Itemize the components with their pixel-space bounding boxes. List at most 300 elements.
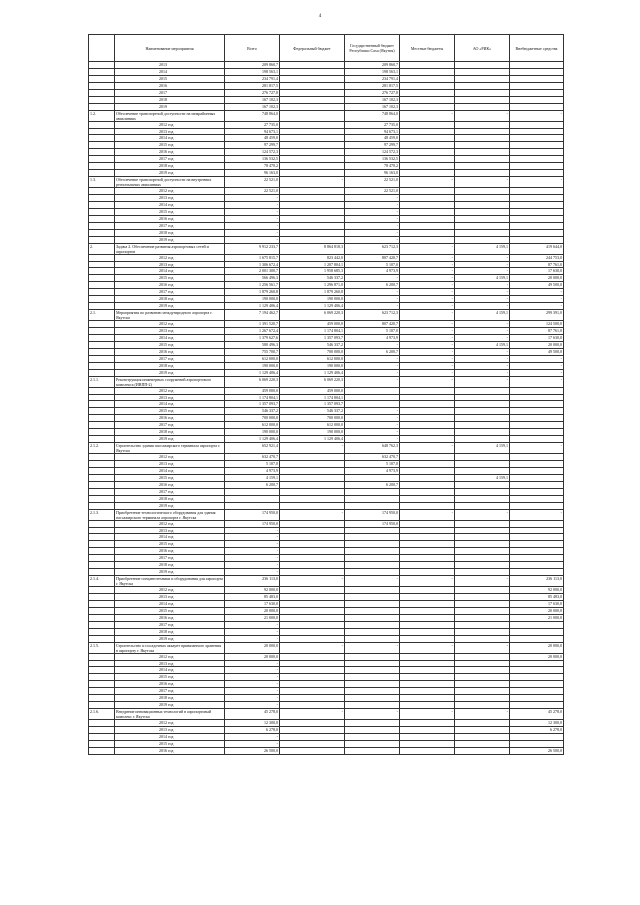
row-extrabudgetary: 124 500,0: [510, 321, 564, 328]
table-row: [89, 621, 564, 628]
row-total: 4 159,1: [225, 474, 280, 481]
table-row: [89, 208, 564, 215]
row-extrabudgetary: [510, 461, 564, 468]
row-number: [89, 534, 115, 541]
row-local: [400, 702, 455, 709]
row-extrabudgetary: [510, 121, 564, 128]
row-number: [89, 688, 115, 695]
row-federal: 1 129 406,4: [280, 303, 345, 310]
row-number: [89, 674, 115, 681]
row-local: [400, 135, 455, 142]
row-state: 281 817,5: [345, 82, 400, 89]
row-number: [89, 621, 115, 628]
row-extrabudgetary: -: [510, 296, 564, 303]
row-rik: -: [455, 642, 510, 653]
row-rik: -: [455, 261, 510, 268]
header-state-budget: Государственный бюджет Республики Саха (Якутия): [345, 35, 400, 62]
row-federal: [280, 621, 345, 628]
row-rik: [455, 628, 510, 635]
row-local: -: [400, 376, 455, 387]
row-local: [400, 695, 455, 702]
row-label: 2017 год: [115, 688, 225, 695]
row-rik: [455, 534, 510, 541]
row-total: -: [225, 681, 280, 688]
row-total: 48 459,0: [225, 135, 280, 142]
table-row: [89, 103, 564, 110]
row-rik: -: [455, 362, 510, 369]
row-local: [400, 201, 455, 208]
row-total: 632 470,7: [225, 454, 280, 461]
row-extrabudgetary: -: [510, 443, 564, 454]
row-total: 94 673,1: [225, 128, 280, 135]
row-total: 167 102,3: [225, 96, 280, 103]
row-extrabudgetary: [510, 436, 564, 443]
row-rik: -: [455, 303, 510, 310]
row-label: 2018 год: [115, 495, 225, 502]
row-local: [400, 740, 455, 747]
row-federal: [280, 121, 345, 128]
row-number: [89, 103, 115, 110]
row-total: 6 069 220,3: [225, 376, 280, 387]
row-rik: [455, 195, 510, 202]
table-row: [89, 229, 564, 236]
table-row: [89, 502, 564, 509]
row-local: [400, 720, 455, 727]
row-label: 2014 год: [115, 401, 225, 408]
row-local: [400, 674, 455, 681]
row-state: [345, 621, 400, 628]
row-local: [400, 461, 455, 468]
row-number: [89, 121, 115, 128]
row-label: 2019 год: [115, 635, 225, 642]
table-row: [89, 62, 564, 69]
row-local: [400, 569, 455, 576]
row-federal: [280, 527, 345, 534]
row-total: 580 496,3: [225, 341, 280, 348]
row-extrabudgetary: [510, 740, 564, 747]
table-row: [89, 576, 564, 587]
row-rik: [455, 600, 510, 607]
row-state: [345, 727, 400, 734]
row-extrabudgetary: [510, 170, 564, 177]
row-number: [89, 163, 115, 170]
row-rik: [455, 594, 510, 601]
table-row: [89, 569, 564, 576]
row-local: -: [400, 369, 455, 376]
row-label: 2013 год: [115, 394, 225, 401]
row-state: [345, 541, 400, 548]
row-extrabudgetary: 17 630,0: [510, 600, 564, 607]
row-rik: [455, 727, 510, 734]
row-state: [345, 527, 400, 534]
row-extrabudgetary: [510, 135, 564, 142]
row-label: 2014 год: [115, 667, 225, 674]
row-extrabudgetary: [510, 195, 564, 202]
row-rik: [455, 121, 510, 128]
row-extrabudgetary: 92 000,0: [510, 587, 564, 594]
row-state: 748 864,0: [345, 110, 400, 121]
row-label: 2015 год: [115, 142, 225, 149]
row-number: [89, 488, 115, 495]
row-extrabudgetary: [510, 474, 564, 481]
row-state: -: [345, 201, 400, 208]
row-state: -: [345, 236, 400, 243]
row-number: [89, 348, 115, 355]
row-total: 190 000,0: [225, 362, 280, 369]
row-state: 5 107,0: [345, 461, 400, 468]
row-extrabudgetary: [510, 163, 564, 170]
row-rik: -: [455, 282, 510, 289]
row-local: [400, 149, 455, 156]
table-row: [89, 369, 564, 376]
row-federal: 546 337,2: [280, 408, 345, 415]
row-total: 1 267 672,4: [225, 328, 280, 335]
row-extrabudgetary: [510, 229, 564, 236]
header-local-budgets: Местные бюджеты: [400, 35, 455, 62]
row-total: 748 864,0: [225, 110, 280, 121]
row-rik: -: [455, 334, 510, 341]
row-federal: 190 000,0: [280, 296, 345, 303]
row-local: [400, 62, 455, 69]
row-number: [89, 548, 115, 555]
table-row: [89, 195, 564, 202]
funding-table: [88, 34, 564, 755]
row-extrabudgetary: -: [510, 177, 564, 188]
row-extrabudgetary: [510, 408, 564, 415]
row-extrabudgetary: [510, 429, 564, 436]
row-total: 17 630,0: [225, 600, 280, 607]
row-number: [89, 502, 115, 509]
row-number: [89, 569, 115, 576]
row-federal: [280, 614, 345, 621]
row-local: -: [400, 355, 455, 362]
row-local: [400, 394, 455, 401]
row-label: 2017: [115, 89, 225, 96]
row-state: 136 532,5: [345, 156, 400, 163]
row-total: 652 921,4: [225, 443, 280, 454]
row-federal: [280, 170, 345, 177]
row-extrabudgetary: [510, 621, 564, 628]
row-state: 97 299,7: [345, 142, 400, 149]
row-state: 94 673,1: [345, 128, 400, 135]
row-label: Приобретение спецавтотехники и оборудования для аэропорта г. Якутска: [116, 576, 223, 587]
row-label: Строительство здания пассажирского терминала аэропорта г. Якутска: [115, 443, 225, 454]
row-number: 2.1.3.: [89, 509, 115, 520]
row-state: -: [345, 376, 400, 387]
row-state: 22 521,0: [345, 177, 400, 188]
table-row: [89, 454, 564, 461]
table-row: [89, 509, 564, 520]
row-rik: [455, 201, 510, 208]
row-state: 4 973,9: [345, 268, 400, 275]
row-label: 2013 год: [115, 195, 225, 202]
row-label: Внедрение инновационных технологий в аэропортовый комплекс г. Якутска: [115, 709, 225, 720]
row-federal: [280, 733, 345, 740]
row-federal: -: [280, 443, 345, 454]
row-federal: 459 000,0: [280, 321, 345, 328]
row-extrabudgetary: [510, 635, 564, 642]
row-total: [225, 488, 280, 495]
row-number: [89, 321, 115, 328]
row-label: 2016 год: [115, 215, 225, 222]
row-rik: [455, 488, 510, 495]
row-rik: [455, 96, 510, 103]
row-label: 2015 год: [115, 740, 225, 747]
row-rik: [455, 548, 510, 555]
row-label: 2016 год: [115, 548, 225, 555]
row-label: 2012 год: [115, 520, 225, 527]
row-label: 2013 год: [115, 594, 225, 601]
row-number: [89, 268, 115, 275]
row-rik: [455, 635, 510, 642]
row-extrabudgetary: [510, 495, 564, 502]
row-number: [89, 75, 115, 82]
row-rik: [455, 401, 510, 408]
row-total: 85 483,0: [225, 594, 280, 601]
row-total: -: [225, 660, 280, 667]
table-row: [89, 387, 564, 394]
row-label: 2012 год: [115, 321, 225, 328]
row-label: 2017 год: [115, 289, 225, 296]
row-total: 26 500,0: [225, 747, 280, 754]
row-state: [345, 555, 400, 562]
table-row: [89, 142, 564, 149]
row-label: 2014 год: [115, 334, 225, 341]
row-rik: [455, 569, 510, 576]
table-row: [89, 310, 564, 321]
row-local: -: [400, 303, 455, 310]
row-federal: 190 000,0: [280, 362, 345, 369]
row-label: 2019 год: [115, 303, 225, 310]
row-federal: [280, 236, 345, 243]
row-federal: [280, 548, 345, 555]
row-total: 2 001 300,7: [225, 268, 280, 275]
table-row: [89, 254, 564, 261]
row-rik: -: [455, 321, 510, 328]
row-local: -: [400, 310, 455, 321]
row-state: [345, 635, 400, 642]
row-state: 27 735,0: [345, 121, 400, 128]
row-number: [89, 555, 115, 562]
row-label: 2016 год: [115, 481, 225, 488]
row-extrabudgetary: -: [510, 303, 564, 310]
row-state: -: [345, 289, 400, 296]
row-total: 92 000,0: [225, 587, 280, 594]
row-total: -: [225, 548, 280, 555]
row-rik: -: [455, 177, 510, 188]
row-local: [400, 222, 455, 229]
row-label: 2014 год: [115, 268, 225, 275]
row-number: [89, 600, 115, 607]
row-federal: [280, 607, 345, 614]
row-extrabudgetary: [510, 236, 564, 243]
table-row: [89, 222, 564, 229]
row-federal: [280, 68, 345, 75]
row-label: 2014 год: [115, 733, 225, 740]
row-label: 2015 год: [115, 674, 225, 681]
header-rik: АО «РИК»: [455, 35, 510, 62]
row-rik: [455, 614, 510, 621]
table-row: [89, 355, 564, 362]
row-federal: [280, 82, 345, 89]
table-row: [89, 268, 564, 275]
row-number: [89, 170, 115, 177]
row-total: 22 521,0: [225, 188, 280, 195]
row-state: 807 420,7: [345, 254, 400, 261]
row-federal: [280, 569, 345, 576]
table-row: [89, 303, 564, 310]
row-federal: 1 174 804,1: [280, 328, 345, 335]
row-total: 281 817,5: [225, 82, 280, 89]
row-local: [400, 681, 455, 688]
row-federal: 1 129 406,4: [280, 436, 345, 443]
row-number: 2.1.4.: [89, 576, 115, 587]
row-local: -: [400, 443, 455, 454]
row-federal: -: [280, 509, 345, 520]
row-extrabudgetary: [510, 149, 564, 156]
row-extrabudgetary: [510, 454, 564, 461]
row-extrabudgetary: [510, 96, 564, 103]
row-state: -: [345, 208, 400, 215]
table-row: [89, 188, 564, 195]
row-number: [89, 740, 115, 747]
row-local: -: [400, 642, 455, 653]
row-state: -: [345, 355, 400, 362]
row-extrabudgetary: 20 000,0: [510, 642, 564, 653]
row-label: 2016: [115, 82, 225, 89]
row-local: [400, 628, 455, 635]
row-number: [89, 394, 115, 401]
row-state: 174 950,0: [345, 520, 400, 527]
row-extrabudgetary: 21 000,0: [510, 614, 564, 621]
row-federal: [280, 128, 345, 135]
row-number: [89, 341, 115, 348]
row-rik: [455, 667, 510, 674]
row-federal: [280, 660, 345, 667]
row-extrabudgetary: [510, 733, 564, 740]
row-extrabudgetary: [510, 660, 564, 667]
row-total: 546 337,2: [225, 408, 280, 415]
row-number: [89, 195, 115, 202]
row-number: [89, 96, 115, 103]
row-label: 2013 год: [115, 461, 225, 468]
page-number: 4: [318, 14, 322, 19]
row-total: -: [225, 222, 280, 229]
row-total: 1 357 093,7: [225, 401, 280, 408]
row-extrabudgetary: [510, 548, 564, 555]
row-federal: [280, 208, 345, 215]
row-local: [400, 534, 455, 541]
row-local: [400, 215, 455, 222]
row-local: -: [400, 261, 455, 268]
row-state: -: [345, 429, 400, 436]
row-federal: [280, 461, 345, 468]
row-rik: 4 159,1: [455, 443, 510, 454]
row-total: -: [225, 229, 280, 236]
table-row: [89, 422, 564, 429]
row-rik: [455, 555, 510, 562]
row-local: -: [400, 275, 455, 282]
row-extrabudgetary: [510, 628, 564, 635]
row-rik: -: [455, 369, 510, 376]
row-state: -: [345, 709, 400, 720]
row-number: [89, 82, 115, 89]
row-total: -: [225, 635, 280, 642]
row-rik: [455, 156, 510, 163]
row-number: 1.2.: [89, 110, 115, 121]
row-local: [400, 229, 455, 236]
table-row: [89, 461, 564, 468]
row-federal: [280, 474, 345, 481]
row-extrabudgetary: [510, 569, 564, 576]
header-federal-budget: Федеральный бюджет: [280, 35, 345, 62]
row-extrabudgetary: [510, 401, 564, 408]
row-label: 2013: [115, 62, 225, 69]
table-row: [89, 520, 564, 527]
row-extrabudgetary: 419 644,0: [510, 243, 564, 254]
row-rik: [455, 215, 510, 222]
row-label: 2013 год: [115, 660, 225, 667]
row-label: 2017 год: [115, 156, 225, 163]
table-row: [89, 401, 564, 408]
row-local: [400, 156, 455, 163]
row-federal: [280, 562, 345, 569]
row-state: [345, 628, 400, 635]
table-row: [89, 96, 564, 103]
row-federal: [280, 555, 345, 562]
row-extrabudgetary: [510, 422, 564, 429]
row-local: [400, 488, 455, 495]
row-rik: [455, 62, 510, 69]
table-row: [89, 243, 564, 254]
row-total: -: [225, 215, 280, 222]
row-label: 2012 год: [115, 254, 225, 261]
row-local: [400, 82, 455, 89]
row-total: 459 000,0: [225, 387, 280, 394]
row-federal: 6 069 220,3: [280, 310, 345, 321]
row-state: 6 200,7: [345, 481, 400, 488]
row-state: [345, 660, 400, 667]
row-label: 2019 год: [115, 436, 225, 443]
row-number: [89, 296, 115, 303]
row-state: [345, 569, 400, 576]
row-number: [89, 289, 115, 296]
row-federal: [280, 488, 345, 495]
row-state: [345, 614, 400, 621]
row-total: 209 860,7: [225, 62, 280, 69]
row-total: 22 521,0: [225, 177, 280, 188]
row-state: 648 762,3: [345, 443, 400, 454]
row-extrabudgetary: [510, 467, 564, 474]
row-total: -: [225, 569, 280, 576]
row-total: -: [225, 702, 280, 709]
row-state: -: [345, 341, 400, 348]
row-federal: [280, 702, 345, 709]
row-rik: [455, 502, 510, 509]
row-state: -: [345, 222, 400, 229]
row-state: -: [345, 215, 400, 222]
row-state: 209 860,7: [345, 62, 400, 69]
row-rik: [455, 229, 510, 236]
table-row: [89, 740, 564, 747]
row-local: -: [400, 348, 455, 355]
row-number: [89, 415, 115, 422]
header-extrabudgetary: Внебюджетные средства: [510, 35, 564, 62]
row-local: [400, 121, 455, 128]
table-row: [89, 348, 564, 355]
row-number: [89, 229, 115, 236]
row-federal: -: [280, 177, 345, 188]
